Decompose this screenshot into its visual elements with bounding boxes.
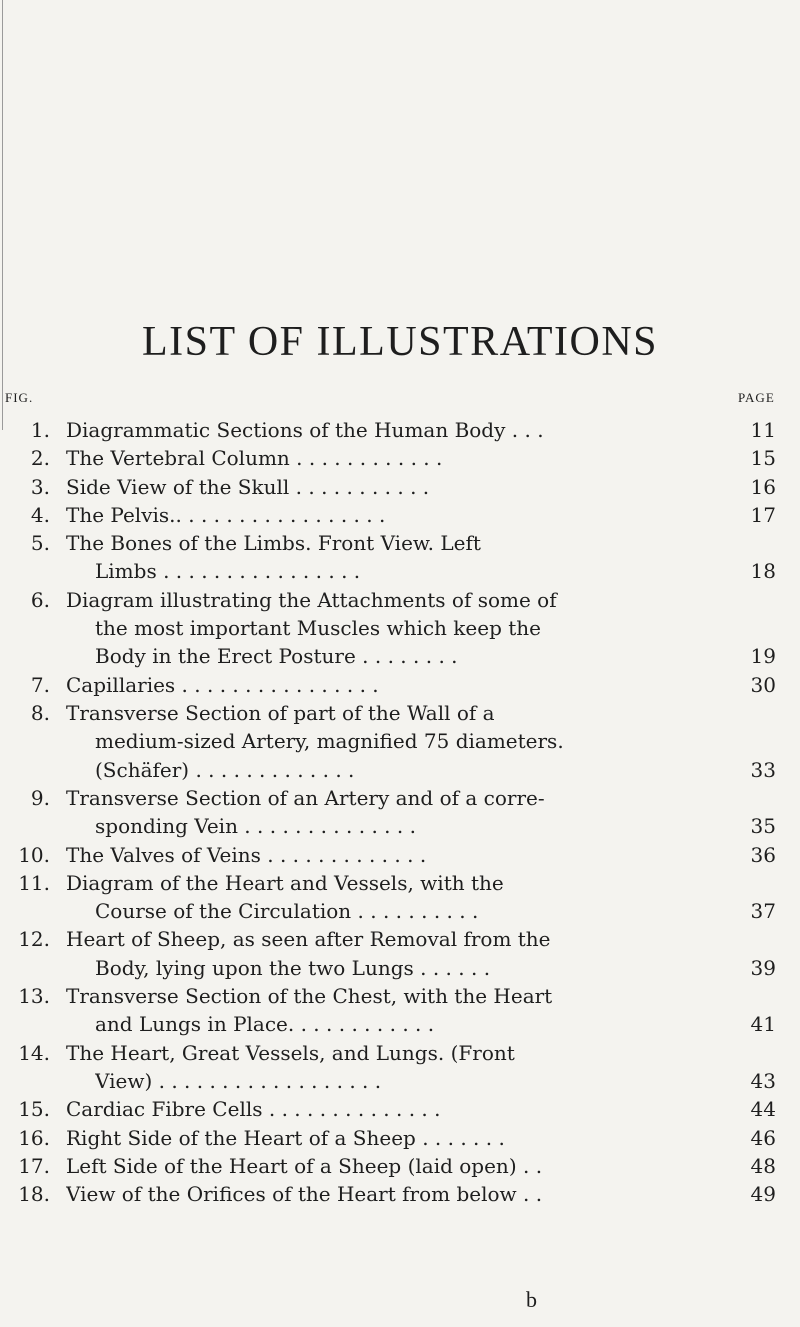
fig-number: 3. [30,474,50,499]
fig-column-header: FIG. [5,390,34,405]
list-entry [0,1039,800,1096]
fig-number: 17. [18,1153,50,1178]
entry-text: The Bones of the Limbs. Front View. Left [66,531,481,556]
entry-text: Body, lying upon the two Lungs . . . . . . [95,955,491,980]
list-entry [0,501,800,529]
page-number: 48 [750,1153,776,1178]
page-number: 11 [750,418,776,442]
page-number: 18 [750,559,776,584]
list-entry [0,416,800,444]
page-number: 15 [750,446,776,471]
entry-text: (Schäfer) . . . . . . . . . . . . . [95,757,355,782]
entry-text: Capillaries . . . . . . . . . . . . . . . . [66,672,379,697]
page-number: 43 [750,1068,776,1093]
entry-text: The Heart, Great Vessels, and Lungs. (Front [66,1040,515,1065]
page-number: 35 [750,814,776,839]
entry-text: Transverse Section of an Artery and of a corre- [66,785,545,810]
entry-text: Transverse Section of part of the Wall of a [66,701,495,725]
fig-number: 6. [30,587,50,612]
fig-number: 12. [18,927,50,952]
fig-number: 8. [30,701,50,725]
entry-text: Body in the Erect Posture . . . . . . . . [95,644,458,669]
fig-number: 11. [18,870,50,895]
fig-number: 10. [18,842,50,867]
page-number: 19 [750,644,776,669]
entry-text: and Lungs in Place. . . . . . . . . . . . [95,1012,435,1037]
entry-text: Left Side of the Heart of a Sheep (laid open) . . [66,1153,543,1178]
entry-text: Diagrammatic Sections of the Human Body . . . [66,418,544,442]
page-number: 41 [750,1012,776,1037]
page-number: 44 [750,1097,776,1122]
fig-number: 1. [30,418,50,442]
list-entry [0,586,800,671]
page-number: 39 [750,955,776,980]
entry-text: Transverse Section of the Chest, with the Heart [66,984,553,1008]
fig-number: 5. [30,531,50,556]
fig-number: 13. [18,984,50,1008]
page-title: LIST OF ILLUSTRATIONS [141,319,659,365]
signature-mark: b [526,1287,537,1312]
entry-text: View) . . . . . . . . . . . . . . . . . . [95,1068,382,1093]
page-column-header: PAGE [738,390,775,405]
fig-number: 15. [18,1097,50,1122]
fig-number: 4. [30,502,50,527]
list-entry [0,1180,800,1208]
list-entry [0,671,800,699]
page-number: 17 [750,502,776,527]
page-number: 49 [750,1182,776,1207]
fig-number: 18. [18,1182,50,1207]
page-number: 37 [750,899,776,924]
entry-text: the most important Muscles which keep the [95,616,541,641]
page-number: 16 [750,474,776,499]
list-entry [0,841,800,869]
list-entry [0,1095,800,1123]
page-number: 30 [750,672,776,697]
fig-number: 7. [30,672,50,697]
fig-number: 2. [30,446,50,471]
fig-number: 9. [30,785,50,810]
entry-text: Course of the Circulation . . . . . . . . . . [95,899,479,924]
entry-text: Diagram illustrating the Attachments of some of [66,587,557,612]
list-entry [0,1152,800,1180]
entry-text: sponding Vein . . . . . . . . . . . . . . [95,814,416,839]
list-entry [0,473,800,501]
fig-number: 14. [18,1040,50,1065]
entry-text: The Pelvis.. . . . . . . . . . . . . . . . . [66,502,386,527]
list-entry [0,1124,800,1152]
entry-text: medium-sized Artery, magnified 75 diameters. [95,729,564,754]
list-entry [0,444,800,472]
entry-text: Heart of Sheep, as seen after Removal from the [66,927,551,952]
entry-text: Side View of the Skull . . . . . . . . . . . [66,474,430,499]
page-number: 33 [750,757,776,782]
page-number: 46 [750,1125,776,1150]
list-entry [0,699,800,784]
entry-text: The Vertebral Column . . . . . . . . . . . . [66,446,443,471]
entry-text: Limbs . . . . . . . . . . . . . . . . [95,559,361,584]
entry-text: The Valves of Veins . . . . . . . . . . . . . [66,842,427,867]
page-number: 36 [750,842,776,867]
entry-text: Cardiac Fibre Cells . . . . . . . . . . . . . . [66,1097,441,1122]
entry-text: Right Side of the Heart of a Sheep . . . . . . . [66,1125,505,1150]
list-entry [0,982,800,1039]
entry-text: View of the Orifices of the Heart from below . . [66,1182,543,1207]
fig-number: 16. [18,1125,50,1150]
entry-text: Diagram of the Heart and Vessels, with the [66,870,504,895]
list-entry [0,869,800,926]
list-entry [0,529,800,586]
list-entry [0,784,800,841]
list-entry [0,925,800,982]
